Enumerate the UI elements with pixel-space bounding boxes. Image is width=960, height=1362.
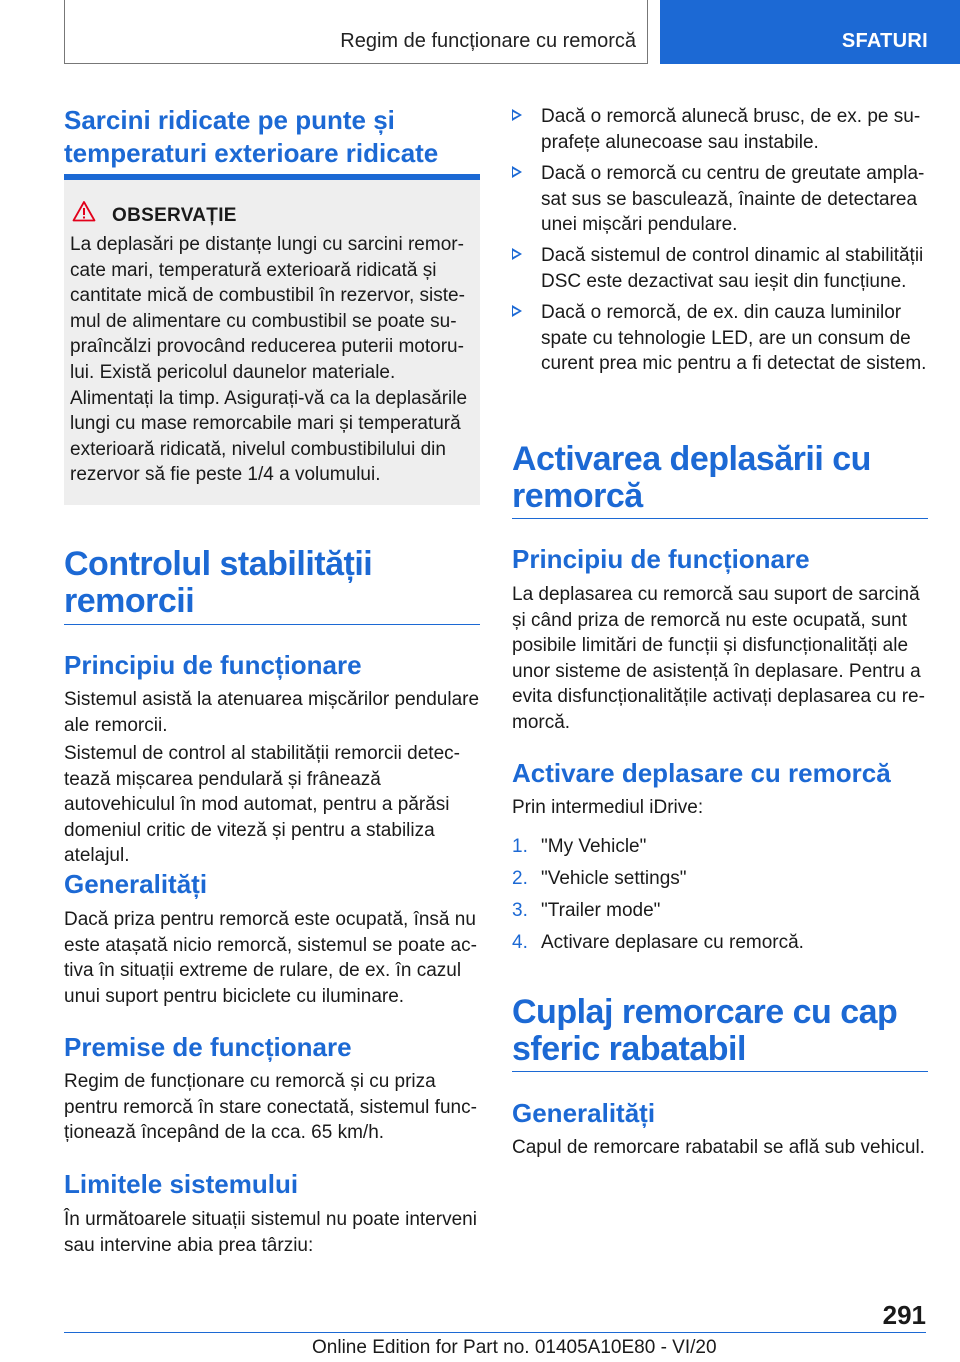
heading-high-loads: Sarcini ridicate pe punte și temperaturi exterioare ridicate [64, 105, 439, 168]
heading-general: Generalități [64, 869, 208, 899]
section-rule [512, 1071, 928, 1072]
header-tab[interactable] [660, 0, 960, 64]
list-item-text: Dacă o remorcă alunecă brusc, de ex. pe suprafețe alunecoase sau instabile. [541, 106, 921, 153]
section-rule [512, 518, 928, 519]
bullet-triangle-icon [512, 166, 522, 178]
heading-principle: Principiu de funcționare [512, 544, 810, 574]
step-number: 3. [512, 900, 528, 921]
header-section-title: Regim de funcționare cu remorcă [340, 30, 636, 52]
heading-limits: Limitele sistemului [64, 1169, 299, 1199]
list-item-text: Dacă o remorcă, de ex. din cauza luminilor spate cu tehnologie LED, are un consum de curent prea mic pentru a fi detectat de sistem. [541, 302, 927, 374]
paragraph-premise: Regim de funcționare cu remorcă și cu priza pentru remorcă în stare conectată, sistemul funcționează începând de la cca. 65 km/h. [64, 1071, 477, 1143]
note-text: La deplasări pe distanțe lungi cu sarcini remorcate mari, temperatură exterioară ridicată și cantitate mică de combustibil în rezervor, sistemul de alimentare cu combustibil se poate supraîncălzi provocând reducerea puterii motorului. Există pericolul daunelor materiale. Alimentați la timp. Asigurați-vă ca la deplasările lungi cu mase remorcabile mari și temperatură exterioară ridicată, nivelul combustibilului din rezervor să fie peste 1/4 a volumului. [70, 234, 468, 486]
footer-edition: Online Edition for Part no. 01405A10E80 - VI/20 [312, 1337, 717, 1358]
warning-triangle-icon [72, 200, 96, 222]
heading-coupling-general: Generalități [512, 1098, 656, 1128]
section-title-coupling: Cuplaj remorcare cu cap sferic rabatabil [512, 993, 898, 1068]
header-tab-label: SFATURI [841, 30, 928, 52]
paragraph-principle-1: Sistemul asistă la atenuarea mișcărilor pendulare ale remorcii. [64, 689, 480, 736]
step-number: 1. [512, 836, 528, 857]
bullet-triangle-icon [512, 248, 522, 260]
note-title: OBSERVAȚIE [112, 205, 237, 226]
heading-principle: Principiu de funcționare [64, 650, 362, 680]
paragraph-activate-intro: Prin intermediul iDrive: [512, 797, 704, 818]
paragraph-principle-2: Sistemul de control al stabilității remorcii detectează mișcarea pendulară și frânează autovehiculul în mod automat, pentru a părăsi domeniul critic de viteză și pentru a stabiliza atelajul. [64, 743, 460, 866]
note-box [64, 180, 480, 505]
paragraph-coupling: Capul de remorcare rabatabil se află sub vehicul. [512, 1137, 925, 1158]
step-number: 4. [512, 932, 528, 953]
step-text: "Vehicle settings" [541, 868, 687, 889]
paragraph-principle: La deplasarea cu remorcă sau suport de sarcină și când priza de remorcă nu este ocupată, sunt posibile limitări de funcții și disfuncționalități ale unor sisteme de asistență în deplasare. Pentru a evita disfuncționalitățile activați deplasarea cu remorcă. [512, 584, 925, 733]
list-item-text: Dacă o remorcă cu centru de greutate amplasat sus se basculează, înainte de detectarea unei mișcări pendulare. [541, 163, 925, 235]
heading-premise: Premise de funcționare [64, 1032, 352, 1062]
step-text: "Trailer mode" [541, 900, 661, 921]
step-text: Activare deplasare cu remorcă. [541, 932, 804, 953]
section-title-stability: Controlul stabilității remorcii [64, 545, 373, 620]
section-rule [64, 624, 480, 625]
list-item-text: Dacă sistemul de control dinamic al stabilității DSC este dezactivat sau ieșit din funcțiune. [541, 245, 924, 292]
heading-activate: Activare deplasare cu remorcă [512, 758, 891, 788]
section-title-trailer-activation: Activarea deplasării cu remorcă [512, 440, 871, 515]
paragraph-limits: În următoarele situații sistemul nu poate interveni sau intervine abia prea târziu: [64, 1209, 477, 1256]
bullet-triangle-icon [512, 109, 522, 121]
step-number: 2. [512, 868, 528, 889]
step-text: "My Vehicle" [541, 836, 647, 857]
paragraph-general: Dacă priza pentru remorcă este ocupată, însă nu este atașată nicio remorcă, sistemul se poate activa în situații extreme de rulare, de ex. în cazul unui suport pentru biciclete cu iluminare. [64, 909, 477, 1007]
footer-rule [64, 1332, 926, 1333]
page-number: 291 [882, 1300, 926, 1330]
bullet-triangle-icon [512, 305, 522, 317]
